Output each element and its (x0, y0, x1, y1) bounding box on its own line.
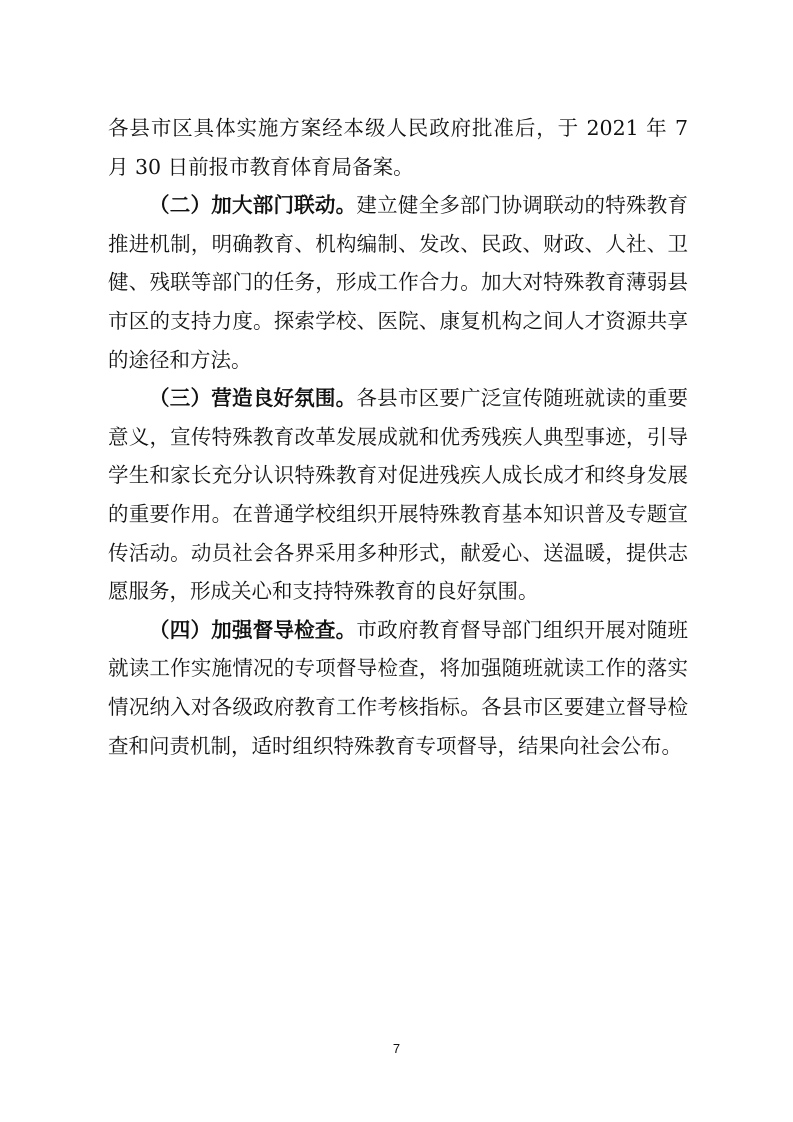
section-3-heading: （三）营造良好氛围。 (149, 386, 357, 411)
section-4-text: 市政府教育督导部门组织开展对随班就读工作实施情况的专项督导检查，将加强随班就读工作的落实情况纳入对各级政府教育工作考核指标。各县市区要建立督导检查和问责机制，适时组织特殊教育专项督导，结果向社会公布。 (108, 617, 689, 758)
paragraph-section-4 (108, 611, 688, 765)
section-4-heading: （四）加强督导检查。 (149, 617, 357, 642)
paragraph-section-2 (108, 186, 688, 379)
section-2-heading: （二）加大部门联动。 (149, 193, 357, 218)
body-text (108, 109, 688, 765)
paragraph-continuation (108, 109, 688, 186)
paragraph-section-3 (108, 379, 688, 611)
section-2-text: 建立健全多部门协调联动的特殊教育推进机制，明确教育、机构编制、发改、民政、财政、人社、卫健、残联等部门的任务，形成工作合力。加大对特殊教育薄弱县市区的支持力度。探索学校、医院、康复机构之间人才资源共享的途径和方法。 (108, 193, 689, 372)
paragraph-1-text: 各县市区具体实施方案经本级人民政府批准后，于 2021 年 7 月 30 日前报市教育体育局备案。 (108, 116, 688, 179)
page-number: 7 (392, 1041, 401, 1056)
section-3-text: 各县市区要广泛宣传随班就读的重要意义，宣传特殊教育改革发展成就和优秀残疾人典型事迹，引导学生和家长充分认识特殊教育对促进残疾人成长成才和终身发展的重要作用。在普通学校组织开展特殊教育基本知识普及专题宣传活动。动员社会各界采用多种形式，献爱心、送温暖，提供志愿服务，形成关心和支持特殊教育的良好氛围。 (108, 386, 689, 604)
